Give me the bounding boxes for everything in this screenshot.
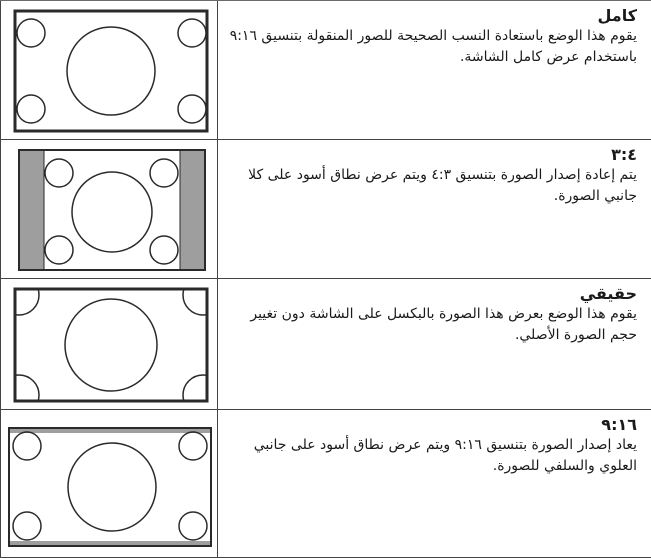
mode-description-real: يقوم هذا الوضع بعرض هذا الصورة بالبكسل على الشاشة دون تغيير حجم الصورة الأصلي. (228, 304, 637, 346)
mode-text-cell (218, 279, 651, 410)
mode-row-4-3 (1, 140, 651, 279)
mode-row-full (1, 1, 651, 140)
mode-title-full: كامل (228, 7, 637, 25)
mode-image-cell (1, 140, 218, 279)
screen-frame (9, 428, 211, 546)
screen-frame (15, 289, 207, 401)
4-3-mode-diagram (1, 140, 217, 278)
mode-image-cell (1, 1, 218, 140)
4-3-mode-svg (1, 140, 218, 278)
real-mode-svg (1, 279, 218, 409)
mode-description-full: يقوم هذا الوضع باستعادة النسب الصحيحة للصور المنقولة بتنسيق ٩:١٦ باستخدام عرض كامل الشاشة. (228, 26, 637, 68)
mode-text-cell (218, 1, 651, 140)
16-9-mode-diagram (1, 410, 217, 557)
mode-image-cell (1, 279, 218, 410)
top-bar (10, 429, 210, 433)
full-mode-diagram (1, 1, 217, 139)
mode-row-real (1, 279, 651, 410)
mode-image-cell (1, 410, 218, 558)
mode-row-16-9 (1, 410, 651, 558)
full-mode-svg (1, 1, 218, 139)
mode-title-16-9: ٩:١٦ (228, 416, 637, 434)
mode-title-4-3: ٣:٤ (228, 146, 637, 164)
mode-description-4-3: يتم إعادة إصدار الصورة بتنسيق ٤:٣ ويتم عرض نطاق أسود على كلا جانبي الصورة. (228, 165, 637, 207)
mode-title-real: حقيقي (228, 285, 637, 303)
left-side-bar (20, 151, 44, 269)
mode-text-cell (218, 140, 651, 279)
real-mode-diagram (1, 279, 217, 409)
bottom-bar (10, 541, 210, 545)
mode-description-16-9: يعاد إصدار الصورة بتنسيق ٩:١٦ ويتم عرض نطاق أسود على جانبي العلوي والسلفي للصورة. (228, 435, 637, 477)
16-9-mode-svg (1, 410, 218, 557)
right-side-bar (180, 151, 204, 269)
mode-text-cell (218, 410, 651, 558)
